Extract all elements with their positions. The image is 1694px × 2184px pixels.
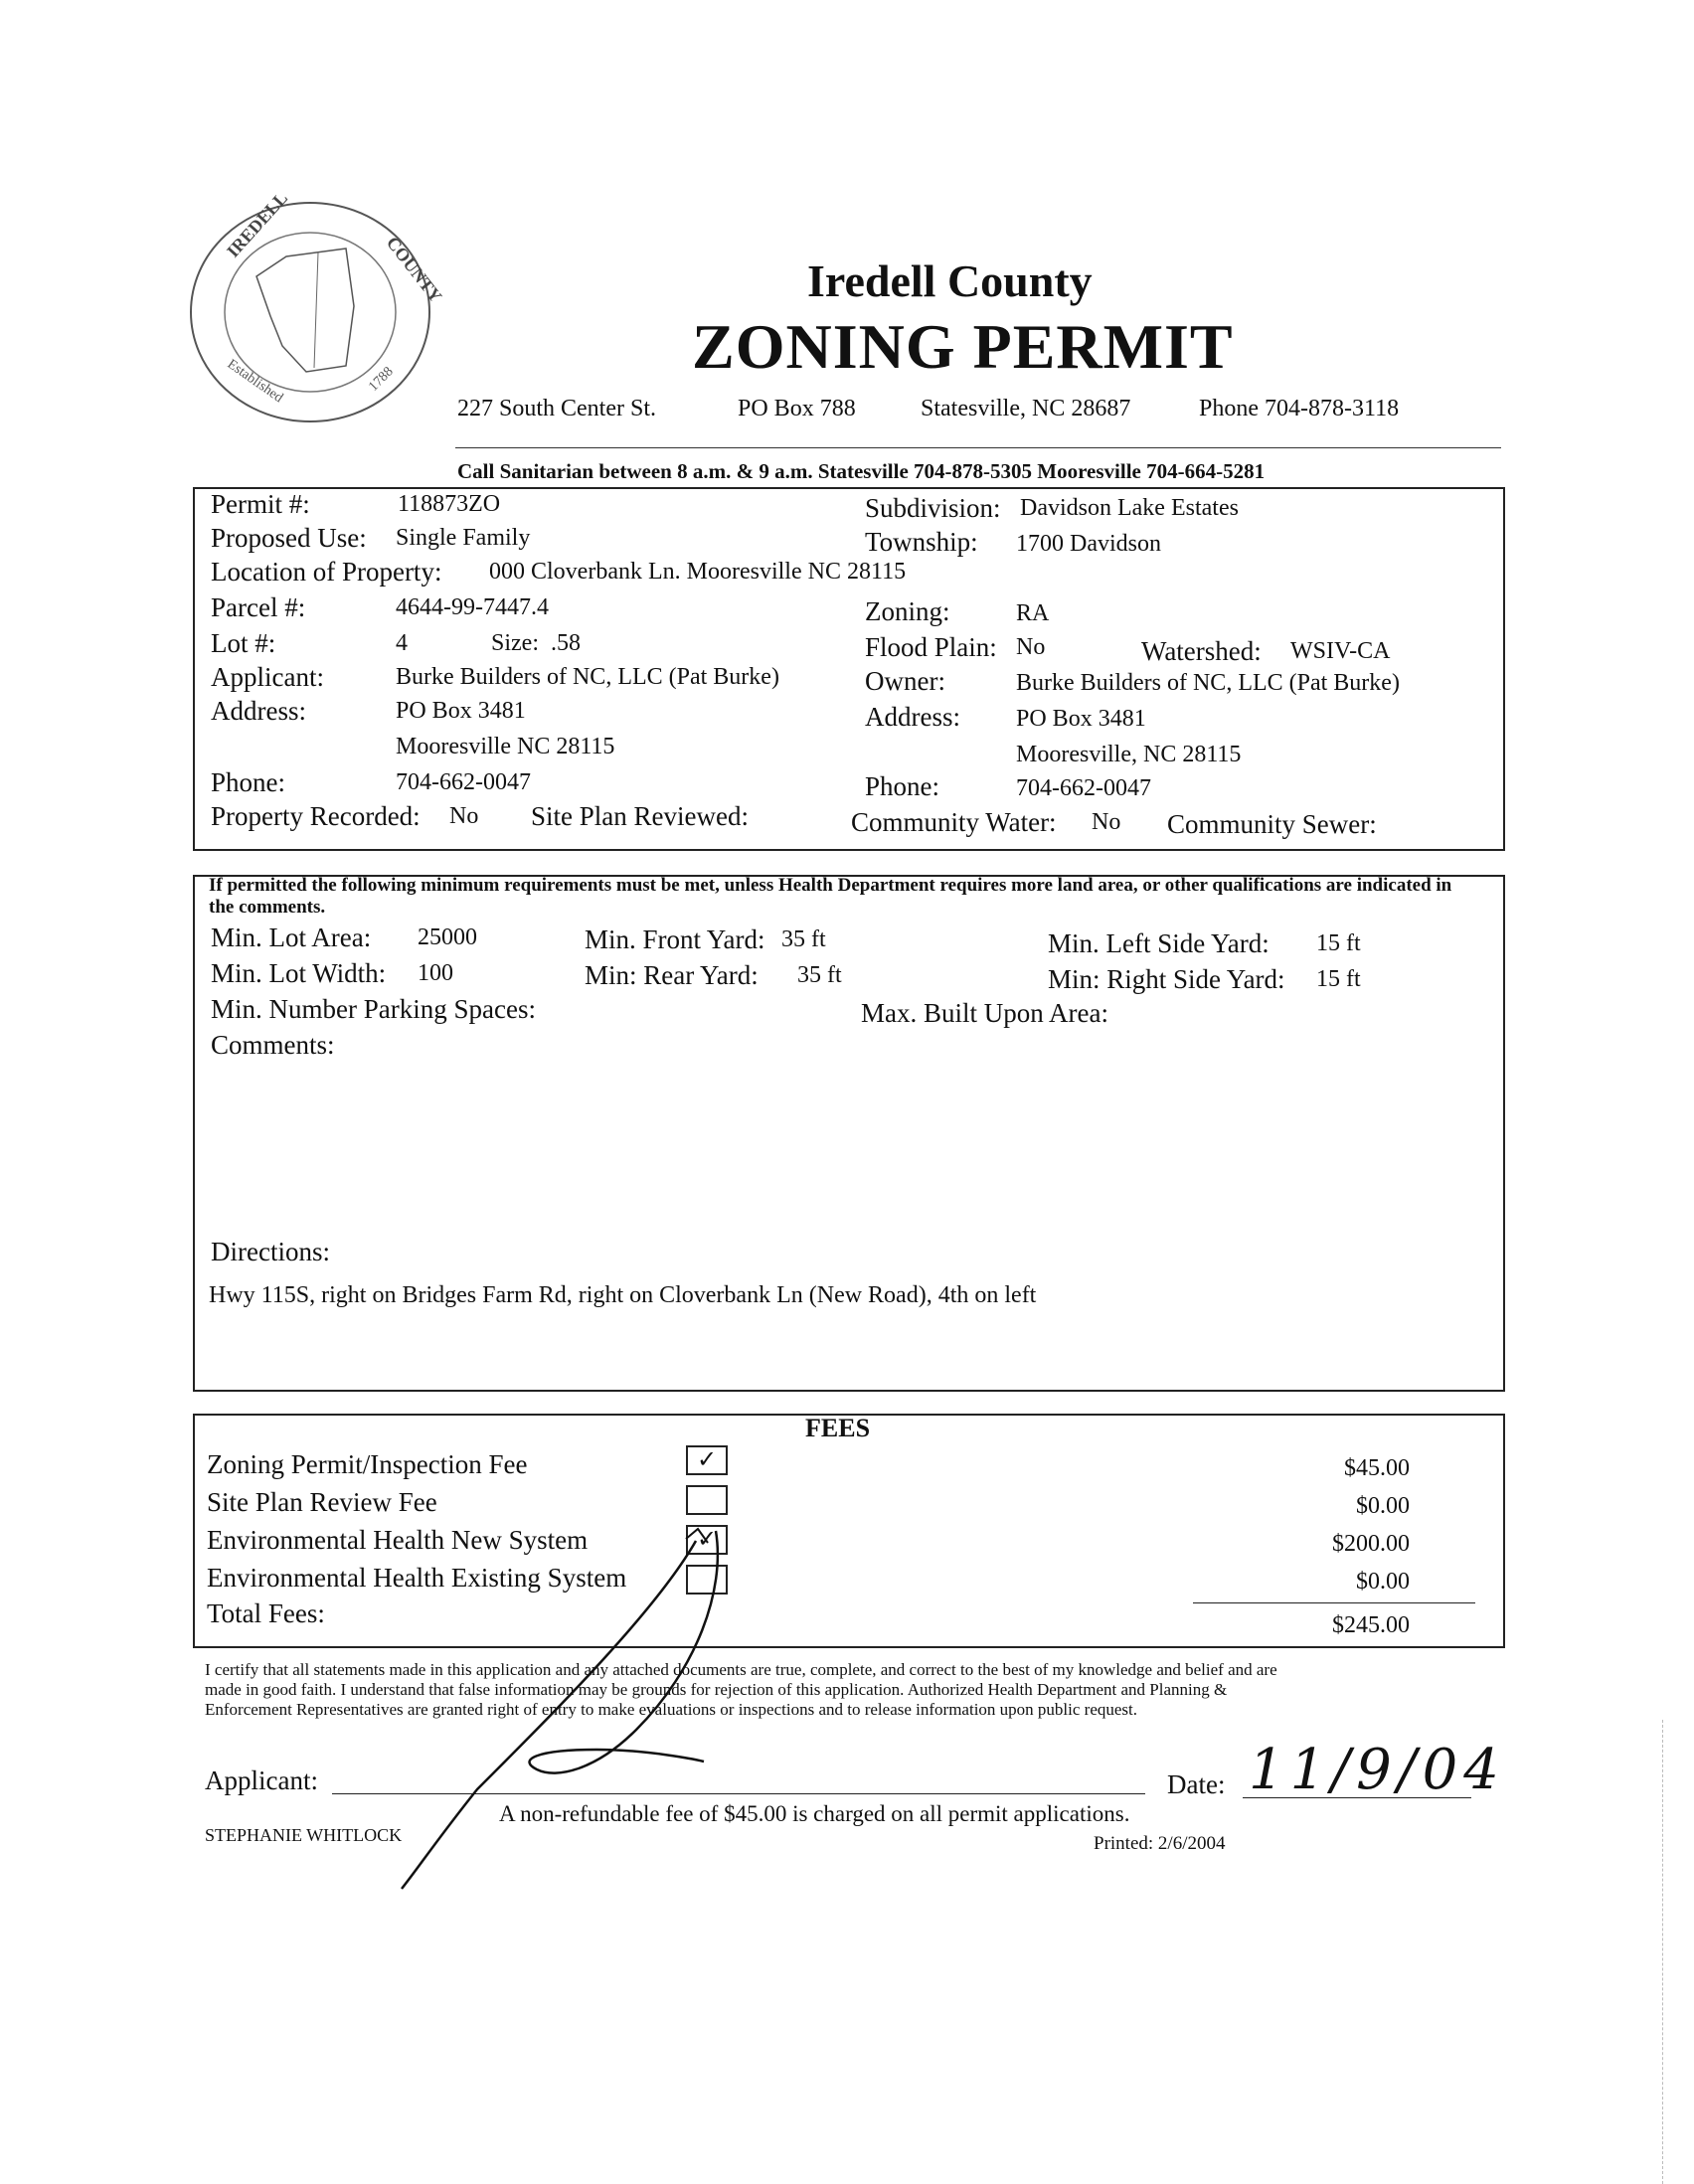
certification-line1: I certify that all statements made in this application and any attached documents are true, complete, and correct to the best of my knowledge and belief and are [205, 1660, 1277, 1679]
office-po-box: PO Box 788 [738, 396, 856, 421]
fees-title: FEES [805, 1414, 871, 1442]
applicant-phone-label: Phone: [211, 767, 286, 797]
community-water-label: Community Water: [851, 807, 1057, 837]
fee-amount-site-plan: $0.00 [1356, 1493, 1410, 1519]
watershed: WSIV-CA [1290, 638, 1391, 664]
max-built-upon-label: Max. Built Upon Area: [861, 998, 1108, 1028]
site-plan-reviewed-label: Site Plan Reviewed: [531, 801, 749, 831]
township: 1700 Davidson [1016, 531, 1161, 557]
date-label: Date: [1167, 1769, 1226, 1799]
total-fees: $245.00 [1332, 1612, 1410, 1638]
applicant-label: Applicant: [211, 662, 324, 692]
lot-label: Lot #: [211, 628, 276, 658]
permit-number: 118873ZO [398, 491, 501, 517]
size-label: Size: [491, 630, 539, 656]
proposed-use-label: Proposed Use: [211, 523, 367, 553]
min-lot-area: 25000 [418, 924, 477, 950]
property-recorded-label: Property Recorded: [211, 801, 421, 831]
owner-phone: 704-662-0047 [1016, 775, 1151, 801]
fee-label-env-new: Environmental Health New System [207, 1525, 589, 1555]
sanitarian-note: Call Sanitarian between 8 a.m. & 9 a.m. Statesville 704-878-5305 Mooresville 704-664-5281 [457, 459, 1266, 483]
fee-label-env-existing: Environmental Health Existing System [207, 1563, 627, 1593]
total-fees-label: Total Fees: [207, 1598, 325, 1628]
fee-amount-zoning: $45.00 [1344, 1455, 1410, 1481]
permit-title: ZONING PERMIT [692, 311, 1234, 382]
applicant-signature-label: Applicant: [205, 1765, 318, 1795]
min-lot-width: 100 [418, 960, 453, 986]
min-parking-label: Min. Number Parking Spaces: [211, 994, 536, 1024]
office-city: Statesville, NC 28687 [921, 396, 1131, 421]
subdivision-label: Subdivision: [865, 493, 1001, 523]
svg-text:Established: Established [224, 356, 286, 407]
proposed-use: Single Family [396, 525, 531, 551]
fee-checkbox-env-new[interactable]: ✓ [686, 1525, 728, 1555]
directions: Hwy 115S, right on Bridges Farm Rd, right on Cloverbank Ln (New Road), 4th on left [209, 1282, 1037, 1308]
certification-line2: made in good faith. I understand that false information may be grounds for rejection of this application. Authorized Health Department and Planning & [205, 1680, 1228, 1699]
fee-amount-env-new: $200.00 [1332, 1531, 1410, 1557]
min-left-side-yard-label: Min. Left Side Yard: [1048, 928, 1270, 958]
applicant-name: Burke Builders of NC, LLC (Pat Burke) [396, 664, 779, 690]
flood-plain-label: Flood Plain: [865, 632, 997, 662]
location-of-property: 000 Cloverbank Ln. Mooresville NC 28115 [489, 559, 907, 585]
directions-label: Directions: [211, 1237, 330, 1266]
min-right-side-yard: 15 ft [1316, 966, 1361, 992]
owner-address-line2: Mooresville, NC 28115 [1016, 742, 1242, 767]
lot-size: .58 [551, 630, 581, 656]
min-lot-area-label: Min. Lot Area: [211, 923, 372, 952]
fee-label-zoning: Zoning Permit/Inspection Fee [207, 1449, 528, 1479]
applicant-address-label: Address: [211, 696, 306, 726]
parcel-label: Parcel #: [211, 592, 306, 622]
svg-text:IREDELL: IREDELL [223, 188, 292, 261]
lot-number: 4 [396, 630, 408, 656]
parcel-number: 4644-99-7447.4 [396, 594, 549, 620]
certification-line3: Enforcement Representatives are granted right of entry to make evaluations or inspections and to release information upon public request. [205, 1700, 1137, 1719]
owner-phone-label: Phone: [865, 771, 940, 801]
handwritten-date: 11/9/04 [1249, 1738, 1505, 1802]
min-front-yard: 35 ft [781, 926, 826, 952]
applicant-phone: 704-662-0047 [396, 769, 531, 795]
fee-amount-env-existing: $0.00 [1356, 1569, 1410, 1595]
comments-label: Comments: [211, 1030, 335, 1060]
requirements-intro: If permitted the following minimum requirements must be met, unless Health Department requires more land area, or other qualifications are indicated in the comments. [209, 875, 1452, 918]
applicant-address-line2: Mooresville NC 28115 [396, 734, 615, 759]
fee-label-site-plan: Site Plan Review Fee [207, 1487, 437, 1517]
min-rear-yard-label: Min: Rear Yard: [585, 960, 759, 990]
owner-address-line1: PO Box 3481 [1016, 706, 1146, 732]
svg-text:1788: 1788 [366, 364, 397, 395]
min-front-yard-label: Min. Front Yard: [585, 924, 765, 954]
subdivision: Davidson Lake Estates [1020, 495, 1239, 521]
permit-number-label: Permit #: [211, 489, 310, 519]
zoning-label: Zoning: [865, 596, 950, 626]
county-title: Iredell County [807, 255, 1093, 306]
min-rear-yard: 35 ft [797, 962, 842, 988]
min-left-side-yard: 15 ft [1316, 930, 1361, 956]
owner-label: Owner: [865, 666, 945, 696]
applicant-address-line1: PO Box 3481 [396, 698, 526, 724]
flood-plain: No [1016, 634, 1046, 660]
owner-address-label: Address: [865, 702, 960, 732]
property-recorded: No [449, 803, 479, 829]
office-phone: Phone 704-878-3118 [1199, 396, 1400, 421]
clerk-name: STEPHANIE WHITLOCK [205, 1825, 403, 1845]
fee-checkbox-zoning[interactable]: ✓ [686, 1445, 728, 1475]
location-label: Location of Property: [211, 557, 442, 587]
printed-date: Printed: 2/6/2004 [1094, 1833, 1226, 1854]
scan-edge [1662, 1720, 1663, 2184]
township-label: Township: [865, 527, 978, 557]
nonrefundable-notice: A non-refundable fee of $45.00 is charged on all permit applications. [499, 1801, 1130, 1826]
zoning: RA [1016, 600, 1050, 626]
watershed-label: Watershed: [1141, 636, 1262, 666]
min-lot-width-label: Min. Lot Width: [211, 958, 387, 988]
owner-name: Burke Builders of NC, LLC (Pat Burke) [1016, 670, 1400, 696]
office-street: 227 South Center St. [457, 396, 657, 421]
community-water: No [1092, 809, 1121, 835]
min-right-side-yard-label: Min: Right Side Yard: [1048, 964, 1285, 994]
community-sewer-label: Community Sewer: [1167, 809, 1377, 839]
svg-text:COUNTY: COUNTY [382, 233, 446, 306]
